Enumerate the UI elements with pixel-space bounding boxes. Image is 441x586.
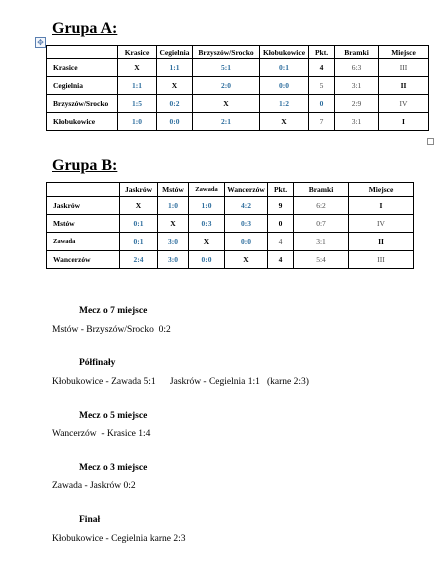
result-cell: 0:1 (120, 215, 158, 233)
result-cell: X (157, 77, 193, 95)
result-cell: X (189, 233, 225, 251)
match-title-5th-place: Mecz o 5 miejsce (79, 411, 148, 421)
place-cell: III (379, 59, 429, 77)
points-cell: 7 (309, 113, 335, 131)
column-header: Mstów (158, 183, 189, 197)
column-header: Pkt. (268, 183, 294, 197)
table-header-row (47, 183, 414, 197)
result-cell: X (225, 251, 268, 269)
table-row (47, 95, 429, 113)
match-result-semifinals: Kłobukowice - Zawada 5:1 Jaskrów - Cegielnia 1:1 (karne 2:3) (52, 377, 309, 387)
result-cell: 0:0 (225, 233, 268, 251)
goals-cell: 3:1 (294, 233, 349, 251)
result-cell: 1:0 (158, 197, 189, 215)
points-cell: 9 (268, 197, 294, 215)
points-cell: 5 (309, 77, 335, 95)
result-cell: 0:2 (157, 95, 193, 113)
result-cell: 1:1 (157, 59, 193, 77)
result-cell: 0:0 (260, 77, 309, 95)
match-title-final: Finał (79, 515, 101, 525)
resize-square-icon[interactable] (427, 138, 434, 145)
result-cell: 0:1 (120, 233, 158, 251)
match-title-7th-place: Mecz o 7 miejsce (79, 306, 148, 316)
column-header: Miejsce (349, 183, 414, 197)
result-cell: 2:0 (193, 77, 260, 95)
match-result-3rd-place: Zawada - Jaskrów 0:2 (52, 481, 136, 491)
table-row (47, 251, 414, 269)
result-cell: 1:1 (118, 77, 157, 95)
match-title-semifinals: Półfinały (79, 358, 116, 368)
result-cell: 2:1 (193, 113, 260, 131)
team-name: Mstów (47, 215, 120, 233)
table-row (47, 59, 429, 77)
column-header: Zawada (189, 183, 225, 197)
result-cell: 3:0 (158, 251, 189, 269)
match-result-7th-place: Mstów - Brzyszów/Srocko 0:2 (52, 325, 171, 335)
column-header: Krasice (118, 46, 157, 59)
result-cell: X (120, 197, 158, 215)
points-cell: 4 (268, 233, 294, 251)
column-header: Wancerzów (225, 183, 268, 197)
group-a-table (46, 45, 429, 131)
move-cross-icon[interactable]: ✥ (35, 37, 46, 48)
column-header: Brzyszów/Srocko (193, 46, 260, 59)
result-cell: 4:2 (225, 197, 268, 215)
team-name: Brzyszów/Srocko (47, 95, 118, 113)
result-cell: 1:2 (260, 95, 309, 113)
goals-cell: 3:1 (335, 113, 379, 131)
column-header: Miejsce (379, 46, 429, 59)
place-cell: IV (349, 215, 414, 233)
column-header: Jaskrów (120, 183, 158, 197)
goals-cell: 3:1 (335, 77, 379, 95)
match-title-3rd-place: Mecz o 3 miejsce (79, 463, 148, 473)
place-cell: II (379, 77, 429, 95)
result-cell: X (158, 215, 189, 233)
place-cell: IV (379, 95, 429, 113)
table-row (47, 77, 429, 95)
place-cell: II (349, 233, 414, 251)
table-row (47, 233, 414, 251)
corner-cell (47, 183, 120, 197)
group-b-title: Grupa B: (52, 157, 118, 174)
result-cell: 0:3 (225, 215, 268, 233)
corner-cell (47, 46, 118, 59)
result-cell: X (193, 95, 260, 113)
place-cell: I (349, 197, 414, 215)
goals-cell: 0:7 (294, 215, 349, 233)
result-cell: 5:1 (193, 59, 260, 77)
points-cell: 4 (309, 59, 335, 77)
result-cell: 1:0 (189, 197, 225, 215)
result-cell: 1:5 (118, 95, 157, 113)
goals-cell: 2:9 (335, 95, 379, 113)
team-name: Jaskrów (47, 197, 120, 215)
table-row (47, 197, 414, 215)
match-result-final: Kłobukowice - Cegielnia karne 2:3 (52, 534, 186, 544)
column-header: Pkt. (309, 46, 335, 59)
team-name: Cegielnia (47, 77, 118, 95)
result-cell: 0:0 (189, 251, 225, 269)
result-cell: 1:0 (118, 113, 157, 131)
place-cell: I (379, 113, 429, 131)
points-cell: 0 (309, 95, 335, 113)
team-name: Zawada (47, 233, 120, 251)
team-name: Wancerzów (47, 251, 120, 269)
team-name: Kłobukowice (47, 113, 118, 131)
points-cell: 4 (268, 251, 294, 269)
team-name: Krasice (47, 59, 118, 77)
column-header: Bramki (294, 183, 349, 197)
result-cell: 0:3 (189, 215, 225, 233)
group-b-table (46, 182, 414, 269)
result-cell: 2:4 (120, 251, 158, 269)
place-cell: III (349, 251, 414, 269)
column-header: Cegielnia (157, 46, 193, 59)
goals-cell: 5:4 (294, 251, 349, 269)
result-cell: 0:0 (157, 113, 193, 131)
table-row (47, 113, 429, 131)
result-cell: X (260, 113, 309, 131)
goals-cell: 6:3 (335, 59, 379, 77)
result-cell: 0:1 (260, 59, 309, 77)
result-cell: X (118, 59, 157, 77)
column-header: Bramki (335, 46, 379, 59)
goals-cell: 6:2 (294, 197, 349, 215)
match-result-5th-place: Wancerzów - Krasice 1:4 (52, 429, 151, 439)
table-header-row (47, 46, 429, 59)
result-cell: 3:0 (158, 233, 189, 251)
group-a-title: Grupa A: (52, 20, 118, 37)
table-row (47, 215, 414, 233)
points-cell: 0 (268, 215, 294, 233)
column-header: Kłobukowice (260, 46, 309, 59)
